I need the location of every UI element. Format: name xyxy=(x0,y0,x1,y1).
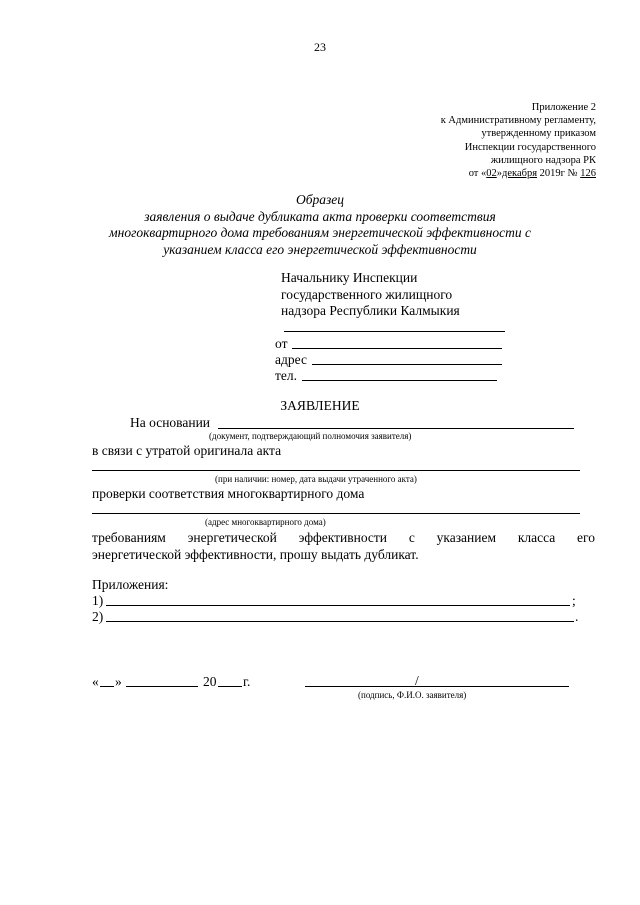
request-paragraph xyxy=(92,529,595,563)
address-field[interactable] xyxy=(312,364,502,365)
phone-label: тел. xyxy=(275,368,298,383)
annex-line: к Административному регламенту, xyxy=(440,115,596,127)
addressee-line: государственного жилищного xyxy=(281,286,453,302)
title-line: указанием класса его энергетической эффективности xyxy=(163,241,477,257)
attachment-1-field[interactable] xyxy=(106,605,570,606)
lost-act-field[interactable] xyxy=(92,470,580,471)
inspection-text: проверки соответствия многоквартирного дома xyxy=(92,486,365,501)
basis-label: На основании xyxy=(130,415,211,430)
annex-date-day: 02 xyxy=(486,168,497,180)
statement-heading: ЗАЯВЛЕНИЕ xyxy=(280,398,360,413)
address-label: адрес xyxy=(275,352,307,367)
date-day-field[interactable] xyxy=(100,686,114,687)
request-line: энергетической эффективности, прошу выдать дубликат. xyxy=(92,547,419,562)
annex-block xyxy=(441,101,596,180)
date-close-quote: » xyxy=(115,674,122,689)
date-open-quote: « xyxy=(92,674,99,689)
annex-line: жилищного надзора РК xyxy=(490,154,596,166)
addressee-line: Начальнику Инспекции xyxy=(281,270,418,285)
annex-date-month: декабря xyxy=(502,168,538,180)
address-hint: (адрес многоквартирного дома) xyxy=(205,517,326,527)
attachment-2-number: 2) xyxy=(92,609,104,624)
date-year-prefix: 20 xyxy=(203,674,217,689)
page-number: 23 xyxy=(314,40,326,54)
addressee-line: надзора Республики Калмыкия xyxy=(281,303,460,318)
from-field[interactable] xyxy=(292,348,502,349)
attachment-2-end: . xyxy=(575,609,579,624)
attachment-2-field[interactable] xyxy=(106,621,574,622)
request-line: требованиям энергетической эффективности с указанием класса его xyxy=(92,530,595,545)
annex-date: от «02»декабря 2019г № 126 xyxy=(468,168,596,180)
annex-line: Приложение 2 xyxy=(531,102,596,113)
phone-field[interactable] xyxy=(302,380,497,381)
addressee-block xyxy=(281,270,460,320)
annex-line: Инспекции государственного xyxy=(464,141,596,153)
title-line: заявления о выдаче дубликата акта проверки соответствия xyxy=(144,208,496,224)
signature-field[interactable] xyxy=(305,686,569,687)
annex-date-number: 126 xyxy=(580,168,596,180)
attachment-1-number: 1) xyxy=(92,593,104,608)
basis-field[interactable] xyxy=(218,428,574,429)
signature-slash: / xyxy=(415,673,419,688)
date-year-field[interactable] xyxy=(218,686,242,687)
attachment-1-end: ; xyxy=(572,593,576,608)
building-address-field[interactable] xyxy=(92,513,580,514)
addressee-blank-line[interactable] xyxy=(284,331,505,332)
from-label: от xyxy=(275,336,288,351)
document-title xyxy=(0,192,640,258)
signature-hint: (подпись, Ф.И.О. заявителя) xyxy=(358,690,467,700)
attachments-label: Приложения: xyxy=(92,577,169,592)
date-year-suffix: г. xyxy=(243,674,251,689)
loss-hint: (при наличии: номер, дата выдачи утраченного акта) xyxy=(215,474,417,484)
annex-line: утвержденному приказом xyxy=(481,128,596,140)
basis-hint: (документ, подтверждающий полномочия заявителя) xyxy=(209,431,412,441)
loss-text: в связи с утратой оригинала акта xyxy=(92,443,282,458)
date-month-field[interactable] xyxy=(126,686,198,687)
title-line: многоквартирного дома требованиям энергетической эффективности с xyxy=(109,225,531,240)
title-line: Образец xyxy=(295,192,345,207)
